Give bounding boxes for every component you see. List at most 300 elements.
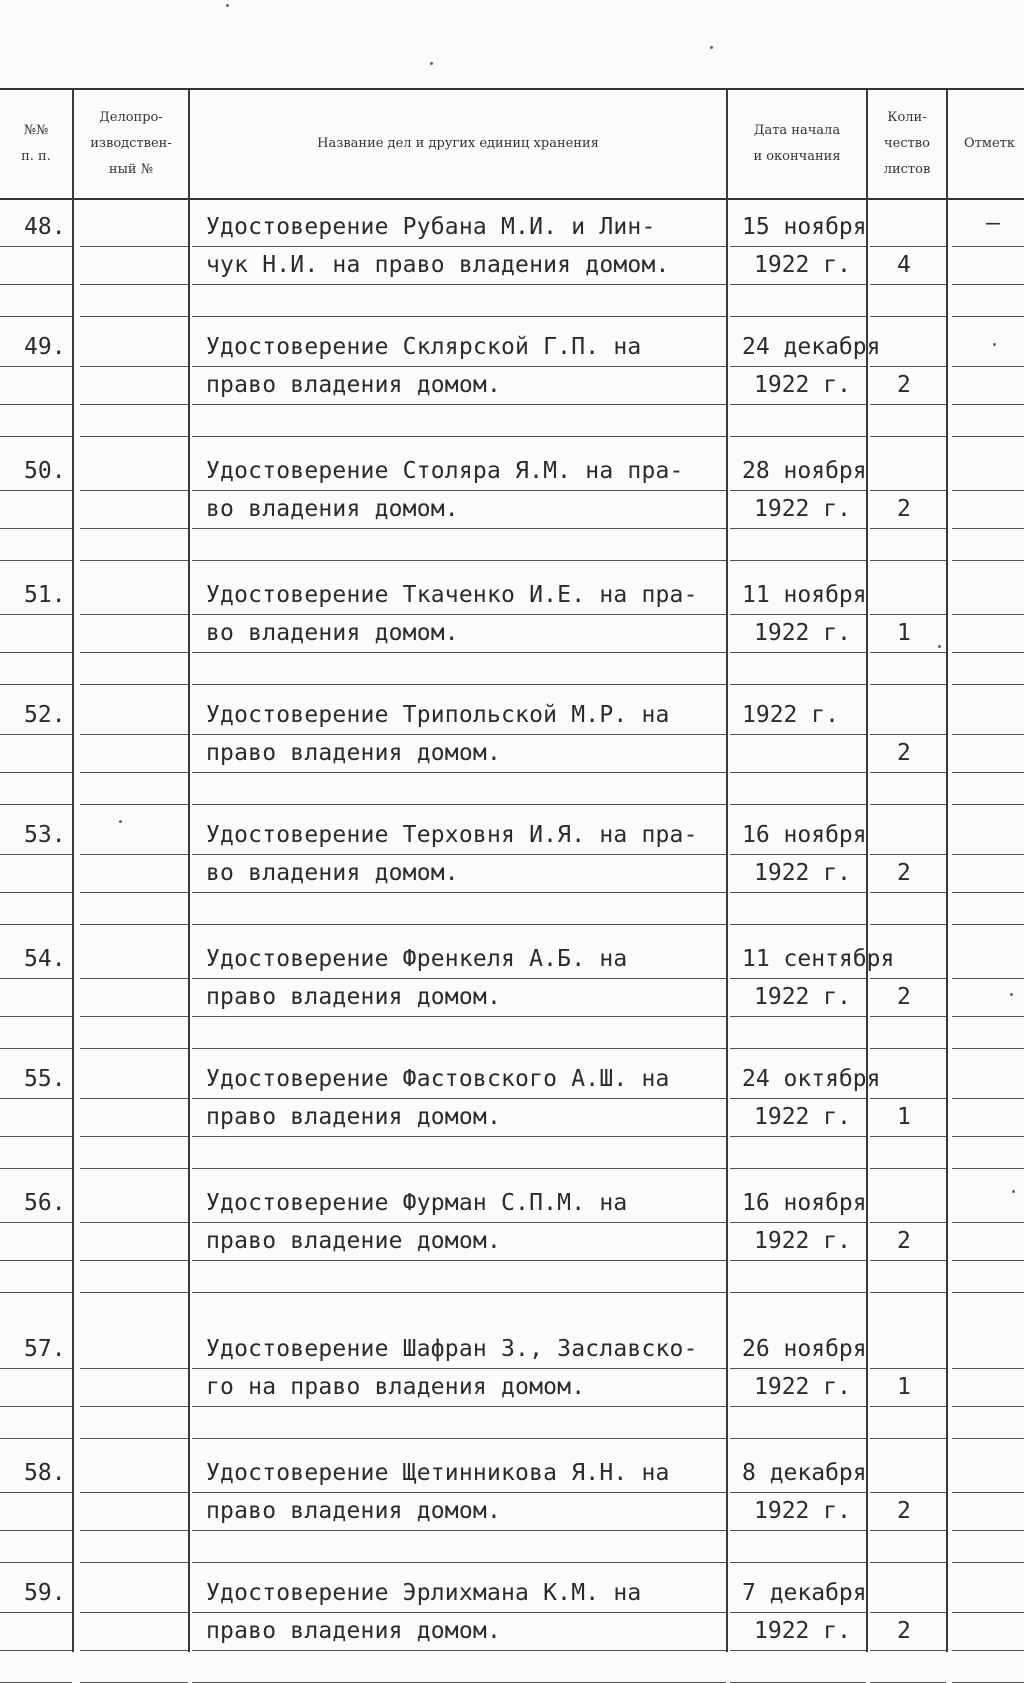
row-rule [730, 652, 866, 653]
row-rule [870, 1260, 946, 1261]
row-rule [192, 528, 726, 529]
row-rule [870, 1438, 946, 1439]
row-rule [730, 1612, 866, 1613]
row-rule [870, 404, 946, 405]
row-rule [80, 246, 188, 247]
row-sheet-count: 2 [897, 1618, 911, 1644]
row-rule [952, 1048, 1024, 1049]
row-rule [80, 892, 188, 893]
row-rule [870, 734, 946, 735]
row-rule [80, 1016, 188, 1017]
row-rule [730, 1492, 866, 1493]
row-rule [870, 1492, 946, 1493]
row-date-end: 1922 г. [754, 1374, 851, 1400]
column-divider [726, 90, 728, 1652]
row-rule [80, 436, 188, 437]
row-title-line1: Удостоверение Фастовского А.Ш. на [206, 1066, 670, 1092]
header-col-dates: Дата начала и окончания [753, 123, 841, 164]
row-rule [80, 1222, 188, 1223]
row-rule [192, 1292, 726, 1293]
row-rule [80, 1292, 188, 1293]
row-sheet-count: 4 [897, 252, 911, 278]
row-rule [0, 614, 72, 615]
row-rule [952, 684, 1024, 685]
row-rule [192, 1260, 726, 1261]
scan-speck [710, 46, 713, 49]
row-title-line1: Удостоверение Френкеля А.Б. на [206, 946, 628, 972]
column-divider [946, 90, 948, 1652]
row-date-start: 24 октября [742, 1066, 881, 1092]
row-number: 54. [24, 946, 66, 972]
row-rule [870, 1292, 946, 1293]
row-rule [870, 1136, 946, 1137]
row-number: 48. [24, 214, 66, 240]
row-rule [80, 652, 188, 653]
row-rule [730, 614, 866, 615]
scan-speck [430, 62, 433, 65]
row-number: 55. [24, 1066, 66, 1092]
row-rule [952, 1260, 1024, 1261]
row-rule [0, 284, 72, 285]
row-rule [952, 1136, 1024, 1137]
row-rule [80, 1492, 188, 1493]
row-rule [80, 1260, 188, 1261]
row-title-line2: во владения домом. [206, 620, 459, 646]
row-rule [0, 1016, 72, 1017]
row-sheet-count: 1 [897, 620, 911, 646]
row-date-start: 28 ноября [742, 458, 867, 484]
header-col-office-number: Делопро- изводствен- ный № [90, 110, 172, 177]
row-rule [80, 560, 188, 561]
row-date-end: 1922 г. [754, 1498, 851, 1524]
row-rule [952, 924, 1024, 925]
row-rule [80, 772, 188, 773]
row-date-end: 1922 г. [754, 1618, 851, 1644]
row-date-end: 1922 г. [754, 372, 851, 398]
row-rule [952, 246, 1024, 247]
row-rule [0, 1048, 72, 1049]
row-rule [80, 528, 188, 529]
scan-speck [993, 343, 996, 346]
row-rule [730, 1260, 866, 1261]
row-rule [730, 734, 866, 735]
row-date-end: 1922 г. [754, 1228, 851, 1254]
row-rule [730, 1098, 866, 1099]
row-rule [952, 772, 1024, 773]
row-title-line1: Удостоверение Ткаченко И.Е. на пра- [206, 582, 698, 608]
row-rule [80, 1562, 188, 1563]
row-sheet-count: 2 [897, 1498, 911, 1524]
row-rule [80, 684, 188, 685]
row-title-line2: чук Н.И. на право владения домом. [206, 252, 670, 278]
row-rule [952, 1098, 1024, 1099]
row-rule [870, 1098, 946, 1099]
row-rule [192, 316, 726, 317]
row-rule [0, 1222, 72, 1223]
row-number: 51. [24, 582, 66, 608]
row-rule [80, 1438, 188, 1439]
row-rule [80, 366, 188, 367]
row-rule [80, 614, 188, 615]
row-number: 52. [24, 702, 66, 728]
row-rule [870, 1368, 946, 1369]
row-date-end: 1922 г. [754, 860, 851, 886]
row-rule [870, 366, 946, 367]
row-rule [870, 1016, 946, 1017]
row-rule [952, 436, 1024, 437]
row-title-line2: право владение домом. [206, 1228, 501, 1254]
row-rule [952, 560, 1024, 561]
row-rule [730, 528, 866, 529]
row-title-line2: право владения домом. [206, 740, 501, 766]
row-rule [952, 804, 1024, 805]
row-rule [730, 284, 866, 285]
row-rule [870, 1168, 946, 1169]
row-title-line1: Удостоверение Склярской Г.П. на [206, 334, 642, 360]
row-rule [952, 284, 1024, 285]
row-number: 50. [24, 458, 66, 484]
row-date-start: 16 ноября [742, 1190, 867, 1216]
row-rule [192, 560, 726, 561]
row-rule [0, 1612, 72, 1613]
row-sheet-count: 2 [897, 1228, 911, 1254]
row-rule [0, 1406, 72, 1407]
row-rule [870, 316, 946, 317]
scan-speck [1010, 993, 1013, 996]
row-rule [0, 1368, 72, 1369]
row-sheet-count: 2 [897, 860, 911, 886]
row-number: 57. [24, 1336, 66, 1362]
row-rule [730, 804, 866, 805]
scan-speck [938, 645, 941, 648]
row-rule [0, 1136, 72, 1137]
row-rule [952, 734, 1024, 735]
row-title-line2: право владения домом. [206, 1498, 501, 1524]
row-title-line1: Удостоверение Трипольской М.Р. на [206, 702, 670, 728]
row-rule [192, 1222, 726, 1223]
row-rule [80, 284, 188, 285]
row-rule [952, 316, 1024, 317]
row-note: – [986, 210, 1000, 236]
row-rule [952, 892, 1024, 893]
row-rule [730, 978, 866, 979]
row-rule [870, 1612, 946, 1613]
row-rule [192, 1168, 726, 1169]
row-rule [192, 1438, 726, 1439]
row-rule [730, 1222, 866, 1223]
row-rule [870, 1048, 946, 1049]
row-rule [730, 772, 866, 773]
row-rule [0, 804, 72, 805]
row-rule [952, 1222, 1024, 1223]
row-date-start: 11 сентября [742, 946, 895, 972]
row-rule [0, 1562, 72, 1563]
row-rule [192, 366, 726, 367]
row-rule [80, 804, 188, 805]
row-rule [730, 246, 866, 247]
row-rule [80, 404, 188, 405]
row-rule [192, 1098, 726, 1099]
row-number: 59. [24, 1580, 66, 1606]
row-rule [870, 652, 946, 653]
row-rule [0, 1098, 72, 1099]
row-rule [870, 854, 946, 855]
row-date-start: 11 ноября [742, 582, 867, 608]
row-rule [192, 978, 726, 979]
row-title-line1: Удостоверение Столяра Я.М. на пра- [206, 458, 684, 484]
row-rule [730, 684, 866, 685]
row-rule [192, 1492, 726, 1493]
row-rule [192, 1530, 726, 1531]
row-title-line1: Удостоверение Эрлихмана К.М. на [206, 1580, 642, 1606]
row-rule [80, 1530, 188, 1531]
row-rule [192, 614, 726, 615]
row-rule [192, 284, 726, 285]
row-rule [192, 1368, 726, 1369]
scan-speck [1012, 1190, 1015, 1193]
row-rule [952, 1292, 1024, 1293]
row-rule [80, 1650, 188, 1651]
row-rule [952, 490, 1024, 491]
column-divider [72, 90, 74, 1652]
row-rule [730, 854, 866, 855]
row-rule [0, 404, 72, 405]
row-rule [730, 1016, 866, 1017]
row-rule [730, 1438, 866, 1439]
row-rule [192, 1016, 726, 1017]
row-rule [80, 1168, 188, 1169]
row-rule [870, 436, 946, 437]
row-rule [870, 684, 946, 685]
row-title-line1: Удостоверение Терховня И.Я. на пра- [206, 822, 698, 848]
row-rule [870, 1406, 946, 1407]
row-title-line2: го на право владения домом. [206, 1374, 586, 1400]
row-title-line2: во владения домом. [206, 496, 459, 522]
row-title-line2: право владения домом. [206, 1618, 501, 1644]
row-sheet-count: 1 [897, 1374, 911, 1400]
row-rule [80, 1368, 188, 1369]
row-rule [0, 734, 72, 735]
row-date-start: 16 ноября [742, 822, 867, 848]
row-rule [952, 1168, 1024, 1169]
row-sheet-count: 2 [897, 372, 911, 398]
row-rule [80, 1098, 188, 1099]
row-date-end: 1922 г. [754, 984, 851, 1010]
row-rule [730, 1530, 866, 1531]
column-divider [188, 90, 190, 1652]
row-rule [730, 1650, 866, 1651]
row-rule [192, 404, 726, 405]
row-rule [0, 1292, 72, 1293]
row-rule [730, 1368, 866, 1369]
row-rule [952, 1530, 1024, 1531]
row-rule [192, 652, 726, 653]
row-rule [80, 316, 188, 317]
row-rule [952, 614, 1024, 615]
row-title-line1: Удостоверение Шафран З., Заславско- [206, 1336, 698, 1362]
row-rule [730, 1048, 866, 1049]
row-rule [0, 528, 72, 529]
row-rule [730, 1168, 866, 1169]
row-rule [952, 1562, 1024, 1563]
row-number: 56. [24, 1190, 66, 1216]
row-rule [952, 528, 1024, 529]
row-rule [870, 528, 946, 529]
row-date-start: 1922 г. [742, 702, 839, 728]
row-rule [730, 316, 866, 317]
row-title-line2: право владения домом. [206, 372, 501, 398]
row-rule [80, 734, 188, 735]
row-rule [952, 366, 1024, 367]
row-rule [0, 560, 72, 561]
row-rule [870, 1650, 946, 1651]
row-rule [80, 924, 188, 925]
row-rule [80, 1136, 188, 1137]
row-title-line1: Удостоверение Фурман С.П.М. на [206, 1190, 628, 1216]
row-rule [192, 1650, 726, 1651]
row-rule [870, 614, 946, 615]
row-rule [870, 978, 946, 979]
row-number: 58. [24, 1460, 66, 1486]
row-number: 53. [24, 822, 66, 848]
row-rule [0, 652, 72, 653]
row-rule [952, 978, 1024, 979]
row-rule [870, 490, 946, 491]
row-rule [730, 560, 866, 561]
row-rule [192, 436, 726, 437]
row-number: 49. [24, 334, 66, 360]
row-date-end: 1922 г. [754, 1104, 851, 1130]
row-rule [952, 1016, 1024, 1017]
row-rule [730, 1562, 866, 1563]
row-title-line1: Удостоверение Щетинникова Я.Н. на [206, 1460, 670, 1486]
row-rule [0, 1492, 72, 1493]
row-rule [0, 1168, 72, 1169]
row-rule [952, 404, 1024, 405]
row-rule [0, 978, 72, 979]
row-rule [952, 1368, 1024, 1369]
row-rule [952, 1406, 1024, 1407]
row-rule [952, 854, 1024, 855]
row-rule [0, 772, 72, 773]
row-rule [0, 316, 72, 317]
row-rule [730, 892, 866, 893]
row-rule [730, 366, 866, 367]
row-rule [870, 1530, 946, 1531]
header-col-sheets: Коли- чество листов [883, 110, 931, 177]
row-rule [0, 436, 72, 437]
row-sheet-count: 2 [897, 984, 911, 1010]
header-col-number: №№ п. п. [21, 123, 51, 164]
row-rule [192, 854, 726, 855]
row-rule [0, 892, 72, 893]
row-rule [0, 854, 72, 855]
row-rule [870, 246, 946, 247]
row-rule [80, 490, 188, 491]
row-rule [870, 804, 946, 805]
row-rule [192, 734, 726, 735]
row-rule [80, 1612, 188, 1613]
row-date-start: 7 декабря [742, 1580, 867, 1606]
column-divider [866, 90, 868, 1652]
header-col-notes: Отметк [964, 136, 1015, 151]
row-rule [730, 1406, 866, 1407]
row-date-end: 1922 г. [754, 496, 851, 522]
row-rule [952, 1492, 1024, 1493]
row-rule [80, 854, 188, 855]
row-rule [952, 1438, 1024, 1439]
row-rule [730, 436, 866, 437]
row-date-end: 1922 г. [754, 252, 851, 278]
row-rule [192, 684, 726, 685]
row-rule [0, 366, 72, 367]
row-rule [192, 1406, 726, 1407]
row-rule [0, 1438, 72, 1439]
row-rule [730, 404, 866, 405]
row-rule [0, 490, 72, 491]
row-rule [952, 1612, 1024, 1613]
row-rule [870, 1222, 946, 1223]
row-rule [192, 1612, 726, 1613]
row-title-line2: право владения домом. [206, 984, 501, 1010]
row-rule [730, 924, 866, 925]
row-rule [80, 978, 188, 979]
row-rule [192, 246, 726, 247]
row-rule [952, 1650, 1024, 1651]
row-rule [0, 1650, 72, 1651]
row-rule [192, 490, 726, 491]
row-rule [870, 772, 946, 773]
row-rule [80, 1048, 188, 1049]
row-rule [0, 1260, 72, 1261]
row-rule [0, 1530, 72, 1531]
row-rule [192, 804, 726, 805]
row-sheet-count: 1 [897, 1104, 911, 1130]
scan-speck [119, 820, 122, 823]
row-rule [730, 490, 866, 491]
header-bottom-rule [0, 198, 1024, 200]
row-rule [192, 1562, 726, 1563]
row-rule [192, 1136, 726, 1137]
row-rule [870, 284, 946, 285]
row-date-start: 26 ноября [742, 1336, 867, 1362]
row-title-line1: Удостоверение Рубана М.И. и Лин- [206, 214, 656, 240]
row-rule [730, 1292, 866, 1293]
row-rule [870, 560, 946, 561]
row-rule [192, 924, 726, 925]
row-rule [870, 892, 946, 893]
row-title-line2: право владения домом. [206, 1104, 501, 1130]
row-date-start: 15 ноября [742, 214, 867, 240]
row-rule [0, 924, 72, 925]
row-rule [80, 1406, 188, 1407]
row-rule [192, 1048, 726, 1049]
row-rule [192, 892, 726, 893]
row-sheet-count: 2 [897, 740, 911, 766]
row-date-start: 8 декабря [742, 1460, 867, 1486]
row-title-line2: во владения домом. [206, 860, 459, 886]
row-rule [0, 246, 72, 247]
row-rule [870, 1562, 946, 1563]
row-rule [0, 684, 72, 685]
row-rule [192, 772, 726, 773]
row-rule [730, 1136, 866, 1137]
row-date-end: 1922 г. [754, 620, 851, 646]
scan-speck [226, 4, 229, 7]
row-rule [870, 924, 946, 925]
row-date-start: 24 декабря [742, 334, 881, 360]
header-col-title: Название дел и других единиц хранения [317, 136, 599, 151]
